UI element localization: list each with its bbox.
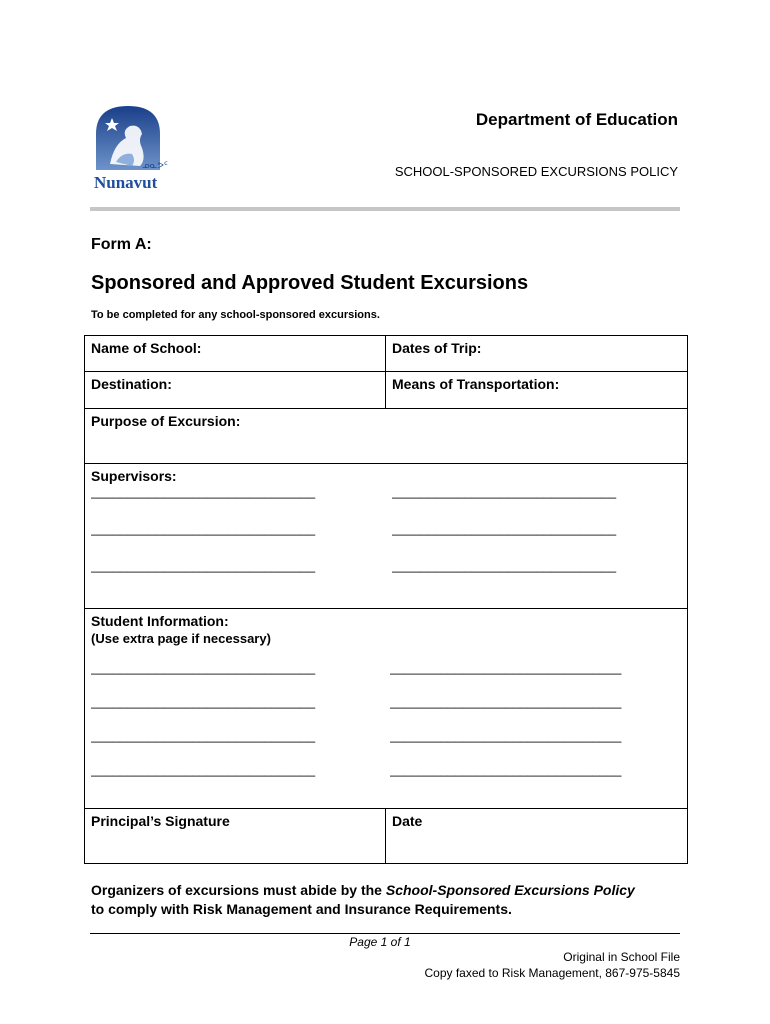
form-label: Form A:: [91, 236, 152, 253]
notice-suffix: to comply with Risk Management and Insurance Requirements.: [91, 901, 512, 917]
destination-label: Destination:: [91, 376, 172, 392]
svg-text:ᓄᓇᕗᑦ: ᓄᓇᕗᑦ: [142, 161, 168, 171]
supervisor-line[interactable]: _______________________________: [392, 484, 617, 499]
original-note: Original in School File: [563, 950, 680, 964]
svg-text:Nunavut: Nunavut: [94, 173, 158, 192]
student-information-label: Student Information:: [91, 613, 229, 629]
notice-prefix: Organizers of excursions must abide by the: [91, 882, 386, 898]
student-line[interactable]: ________________________________: [390, 660, 622, 675]
student-information-field[interactable]: [85, 609, 688, 809]
student-line[interactable]: _______________________________: [91, 660, 316, 675]
compliance-notice: [91, 881, 691, 919]
student-line[interactable]: _______________________________: [91, 762, 316, 777]
transportation-label: Means of Transportation:: [392, 376, 560, 392]
supervisor-line[interactable]: _______________________________: [392, 558, 617, 573]
date-label: Date: [392, 813, 423, 829]
purpose-field[interactable]: [85, 409, 688, 464]
department-title: Department of Education: [475, 110, 678, 129]
supervisors-field[interactable]: [85, 464, 688, 609]
name-of-school-label: Name of School:: [91, 340, 202, 356]
principal-signature-field[interactable]: [85, 809, 386, 864]
supervisor-line[interactable]: _______________________________: [91, 558, 316, 573]
transportation-field[interactable]: [386, 372, 688, 409]
purpose-label: Purpose of Excursion:: [91, 413, 241, 429]
student-line[interactable]: ________________________________: [390, 728, 622, 743]
student-line[interactable]: ________________________________: [390, 694, 622, 709]
student-information-note: (Use extra page if necessary): [91, 631, 271, 646]
policy-title: SCHOOL-SPONSORED EXCURSIONS POLICY: [394, 164, 678, 179]
student-line[interactable]: ________________________________: [390, 762, 622, 777]
nunavut-logo: [92, 104, 170, 192]
header-divider: [90, 207, 680, 211]
dates-of-trip-field[interactable]: [386, 336, 688, 372]
student-line[interactable]: _______________________________: [91, 728, 316, 743]
footer-divider: [90, 933, 680, 934]
notice-policy-name: School-Sponsored Excursions Policy: [385, 882, 635, 898]
supervisor-line[interactable]: _______________________________: [91, 484, 316, 499]
supervisor-line[interactable]: _______________________________: [91, 521, 316, 536]
supervisor-line[interactable]: _______________________________: [392, 521, 617, 536]
excursion-form-table: [84, 335, 688, 864]
destination-field[interactable]: [85, 372, 386, 409]
principal-signature-label: Principal’s Signature: [91, 813, 230, 829]
date-field[interactable]: [386, 809, 688, 864]
form-title: Sponsored and Approved Student Excursions: [91, 272, 529, 294]
supervisors-label: Supervisors:: [91, 468, 177, 484]
copy-note: Copy faxed to Risk Management, 867-975-5845: [424, 966, 680, 980]
dates-of-trip-label: Dates of Trip:: [392, 340, 482, 356]
form-subtitle: To be completed for any school-sponsored excursions.: [91, 309, 380, 321]
page-number: Page 1 of 1: [349, 935, 411, 949]
student-line[interactable]: _______________________________: [91, 694, 316, 709]
name-of-school-field[interactable]: [85, 336, 386, 372]
